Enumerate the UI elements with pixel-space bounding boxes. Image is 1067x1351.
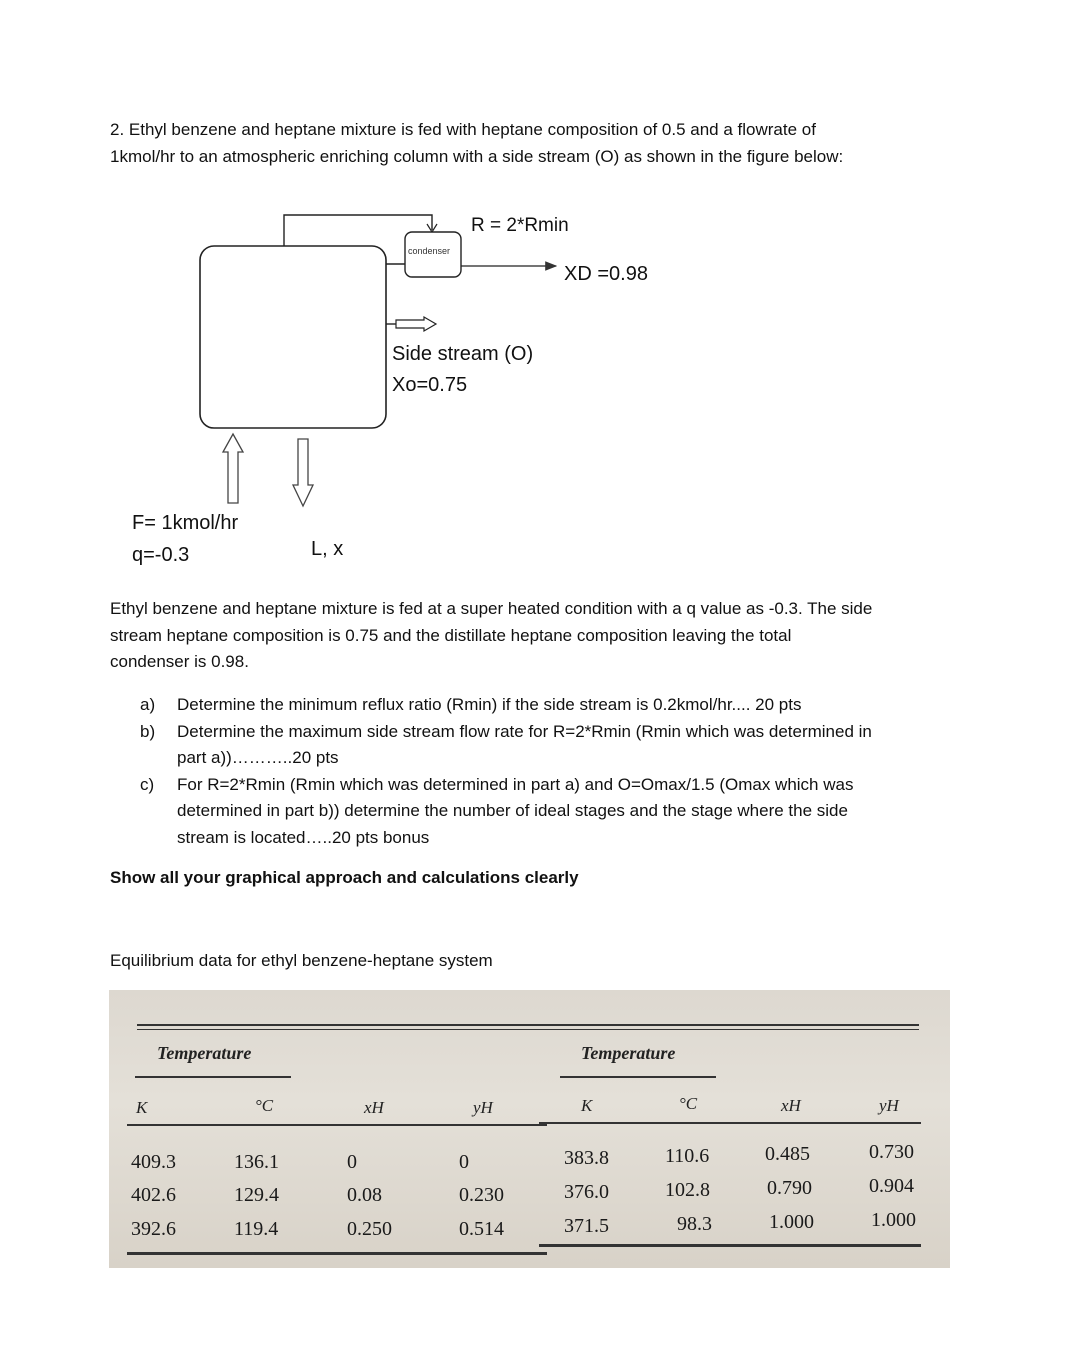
- table-cell: 98.3: [677, 1213, 712, 1235]
- col-xh-right: xH: [781, 1096, 801, 1115]
- table-bottom-rule-left: [127, 1252, 547, 1255]
- question-label: c): [140, 774, 155, 794]
- question-line: Determine the maximum side stream flow rate for R=2*Rmin (Rmin which was determined in: [177, 721, 872, 741]
- bottoms-label: L, x: [311, 538, 344, 560]
- table-cell: 0.250: [347, 1218, 392, 1240]
- temperature-header-left: Temperature: [157, 1043, 252, 1063]
- table-cell: 0.514: [459, 1218, 504, 1240]
- question-label: b): [140, 721, 156, 741]
- table-cell: 409.3: [131, 1151, 176, 1173]
- table-cell: 136.1: [234, 1151, 279, 1173]
- temperature-header-right: Temperature: [581, 1043, 676, 1063]
- col-c-left: °C: [255, 1096, 274, 1115]
- problem-intro: [110, 117, 1010, 170]
- description-line-2: stream heptane composition is 0.75 and the distillate heptane composition leaving the total: [110, 625, 792, 645]
- side-stream-label: Side stream (O): [392, 343, 534, 365]
- table-cell: 102.8: [665, 1179, 710, 1201]
- description-line-1: Ethyl benzene and heptane mixture is fed at a super heated condition with a q value as -0.3. The side: [110, 599, 873, 618]
- equilibrium-table: [109, 990, 950, 1268]
- problem-description: [110, 596, 970, 676]
- question-a: [140, 692, 970, 719]
- table-cell: 376.0: [564, 1181, 609, 1203]
- instruction-text: Show all your graphical approach and calculations clearly: [110, 868, 579, 887]
- intro-line-2: 1kmol/hr to an atmospheric enriching column with a side stream (O) as shown in the figure below:: [110, 146, 844, 166]
- question-line: Determine the minimum reflux ratio (Rmin) if the side stream is 0.2kmol/hr.... 20 pts: [177, 695, 802, 714]
- table-bottom-rule-right: [539, 1244, 921, 1247]
- side-stream-arrow: [396, 317, 436, 331]
- table-cell: 0.08: [347, 1184, 382, 1206]
- condenser-label: condenser: [408, 246, 451, 256]
- table-cell: 129.4: [234, 1184, 279, 1206]
- table-cell: 1.000: [769, 1211, 814, 1233]
- question-c: [140, 772, 970, 852]
- table-top-rule-2: [137, 1029, 919, 1030]
- table-top-rule: [137, 1024, 919, 1026]
- table-cell: 0.790: [767, 1177, 812, 1199]
- equilibrium-title: Equilibrium data for ethyl benzene-heptane system: [110, 951, 493, 970]
- table-cell: 0.730: [869, 1141, 914, 1163]
- table-cell: 0.230: [459, 1184, 504, 1206]
- reflux-ratio-label: R = 2*Rmin: [471, 215, 569, 236]
- side-stream-composition: Xo=0.75: [392, 374, 468, 396]
- table-cell: 0.485: [765, 1143, 810, 1165]
- header-underline-left: [135, 1076, 291, 1078]
- distillate-composition-label: XD =0.98: [564, 263, 648, 285]
- table-cell: 402.6: [131, 1184, 176, 1206]
- feed-arrow: [223, 434, 243, 503]
- table-cell: 383.8: [564, 1147, 609, 1169]
- question-line: part a))………..20 pts: [177, 748, 339, 767]
- feed-flow-label: F= 1kmol/hr: [132, 512, 239, 534]
- column-diagram: [0, 190, 700, 530]
- table-cell: 119.4: [234, 1218, 279, 1240]
- col-yh-right: yH: [879, 1096, 899, 1115]
- table-cell: 392.6: [131, 1218, 176, 1240]
- column-vessel: [200, 246, 386, 428]
- description-line-3: condenser is 0.98.: [110, 652, 249, 671]
- col-k-right: K: [581, 1096, 593, 1115]
- header-bottom-rule-right: [539, 1122, 921, 1124]
- col-c-right: °C: [679, 1094, 698, 1113]
- question-list: [140, 692, 970, 851]
- col-k-left: K: [136, 1098, 148, 1117]
- header-bottom-rule-left: [127, 1124, 547, 1126]
- question-b: [140, 719, 970, 772]
- feed-q-label: q=-0.3: [132, 544, 190, 566]
- table-cell: 1.000: [871, 1209, 916, 1231]
- table-cell: 0.904: [869, 1175, 914, 1197]
- table-cell: 110.6: [665, 1145, 710, 1167]
- question-line: determined in part b)) determine the number of ideal stages and the stage where the side: [177, 801, 848, 820]
- col-xh-left: xH: [364, 1098, 384, 1117]
- bottoms-arrow: [293, 439, 313, 506]
- table-cell: 0: [347, 1151, 357, 1173]
- intro-line-1: 2. Ethyl benzene and heptane mixture is fed with heptane composition of 0.5 and a flowrate of: [110, 120, 816, 139]
- question-line: For R=2*Rmin (Rmin which was determined in part a) and O=Omax/1.5 (Omax which was: [177, 774, 854, 794]
- question-label: a): [140, 695, 156, 714]
- table-cell: 371.5: [564, 1215, 609, 1237]
- col-yh-left: yH: [473, 1098, 493, 1117]
- header-underline-right: [560, 1076, 716, 1078]
- table-cell: 0: [459, 1151, 469, 1173]
- question-line: stream is located…..20 pts bonus: [177, 827, 430, 847]
